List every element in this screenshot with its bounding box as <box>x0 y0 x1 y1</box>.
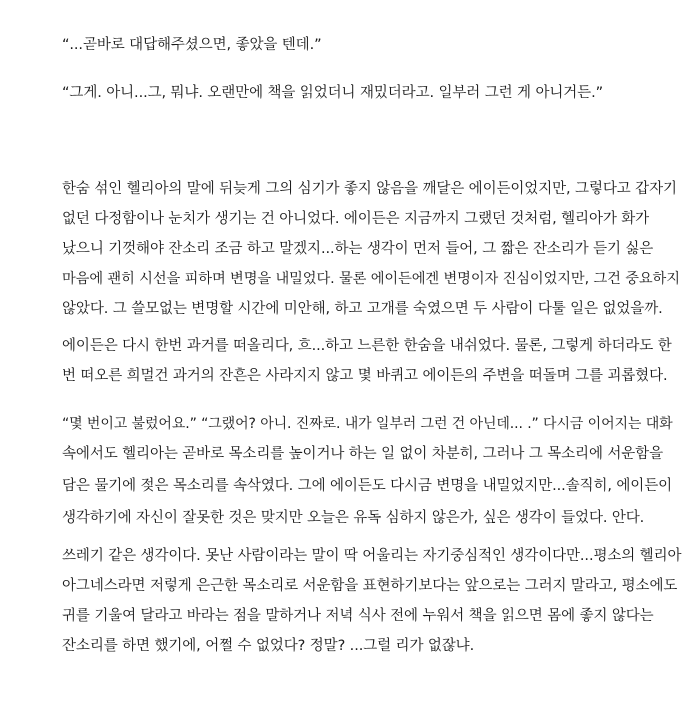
paragraph-line: 않았다. 그 쓸모없는 변명할 시간에 미안해, 하고 고개를 숙였으면 두 사람이 다툴 일은 없었을까. <box>62 301 663 317</box>
paragraph-line: 아그네스라면 저렇게 은근한 목소리로 서운함을 표현하기보다는 앞으로는 그러지 말라고, 평소에도 <box>62 578 678 594</box>
paragraph-line: 담은 물기에 젖은 목소리를 속삭였다. 그에 에이든도 다시금 변명을 내밀었지만...솔직히, 에이든이 <box>62 478 673 494</box>
paragraph-line: 마음에 괜히 시선을 피하며 변명을 내밀었다. 물론 에이든에겐 변명이자 진심이었지만, 그건 중요하지 <box>62 271 680 287</box>
paragraph-line: 속에서도 헬리아는 곧바로 목소리를 높이거나 하는 일 없이 차분히, 그러나 그 목소리에 서운함을 <box>62 446 663 462</box>
paragraph-line: 에이든은 다시 한번 과거를 떠올리다, 흐...하고 느른한 한숨을 내쉬었다. 물론, 그렇게 하더라도 한 <box>62 338 672 354</box>
paragraph-line: 없던 다정함이나 눈치가 생기는 건 아니었다. 에이든은 지금까지 그랬던 것처럼, 헬리아가 화가 <box>62 211 650 227</box>
paragraph-line: 잔소리를 하면 했기에, 어쩔 수 없었다? 정말? ...그럴 리가 없잖냐. <box>62 638 475 654</box>
paragraph-line: 귀를 기울여 달라고 바라는 점을 말하거나 저녁 식사 전에 누워서 책을 읽으면 몸에 좋지 않다는 <box>62 608 654 624</box>
paragraph-line: 쓰레기 같은 생각이다. 못난 사람이라는 말이 딱 어울리는 자기중심적인 생각이다만...평소의 헬리아 <box>62 548 682 564</box>
paragraph-line: 한숨 섞인 헬리아의 말에 뒤늦게 그의 심기가 좋지 않음을 깨달은 에이든이었지만, 그렇다고 갑자기 <box>62 181 677 197</box>
dialogue-line: “그게. 아니...그, 뭐냐. 오랜만에 책을 읽었더니 재밌더라고. 일부러 그런 게 아니거든.” <box>62 85 604 101</box>
dialogue-line: “...곧바로 대답해주셨으면, 좋았을 텐데.” <box>62 37 322 53</box>
paragraph-line: 났으니 기껏해야 잔소리 조금 하고 말겠지...하는 생각이 먼저 들어, 그 짧은 잔소리가 듣기 싫은 <box>62 241 654 257</box>
paragraph-line: 번 떠오른 희멀건 과거의 잔흔은 사라지지 않고 몇 바퀴고 에이든의 주변을 떠돌며 그를 괴롭혔다. <box>62 368 668 384</box>
paragraph-line: 생각하기에 자신이 잘못한 것은 맞지만 오늘은 유독 심하지 않은가, 싶은 생각이 들었다. 안다. <box>62 510 645 526</box>
paragraph-line: “몇 번이고 불렀어요.” “그랬어? 아니. 진짜로. 내가 일부러 그런 건 아닌데... .” 다시금 이어지는 대화 <box>62 416 673 432</box>
